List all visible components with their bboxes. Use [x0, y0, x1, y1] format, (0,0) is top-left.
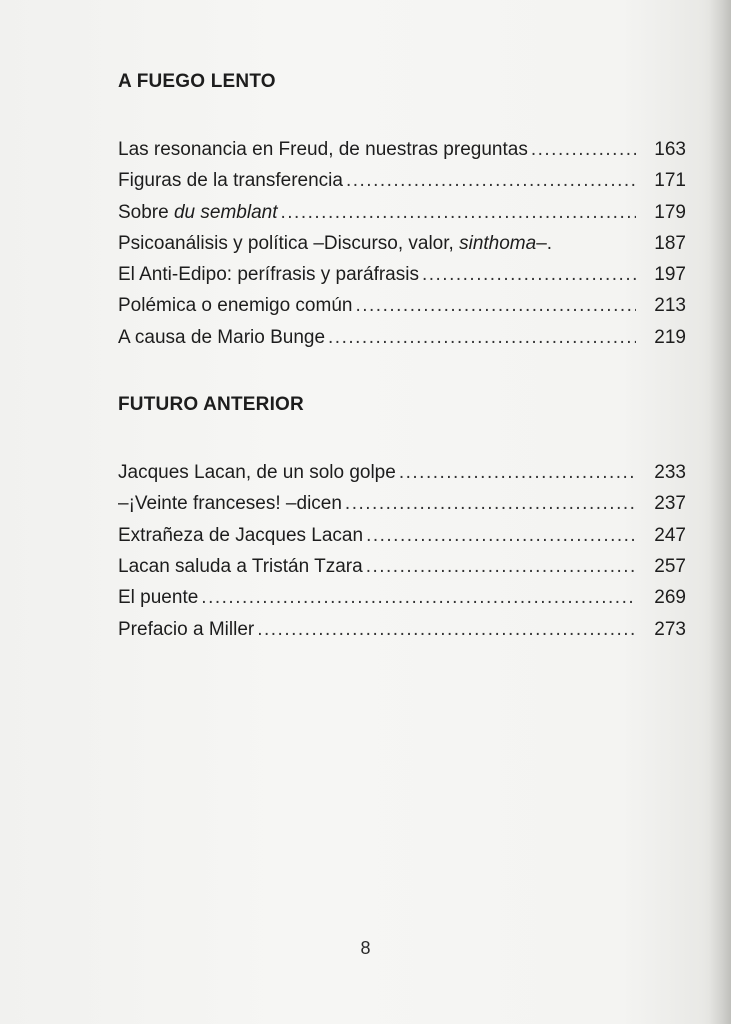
toc-entry-title-text: El puente — [118, 587, 199, 609]
section-title: FUTURO ANTERIOR — [118, 394, 304, 416]
toc-entry-title — [118, 520, 363, 551]
toc-entry — [118, 488, 686, 519]
toc-entry-title — [118, 134, 528, 165]
dot-leader — [201, 582, 636, 613]
toc-entry — [118, 457, 686, 488]
toc-entry-title-text: Psicoanálisis y política –Discurso, valor, — [118, 232, 460, 254]
toc-entry-title-suffix: –. — [536, 232, 553, 254]
toc-entry-title — [118, 322, 325, 353]
toc-entry — [118, 290, 686, 321]
toc-entry-title-text: Sobre — [118, 201, 174, 223]
toc-entry-title — [118, 582, 198, 613]
toc-entry — [118, 228, 686, 259]
toc-entry-title-text: Extrañeza de Jacques Lacan — [118, 524, 364, 546]
toc-entry-title-text: Figuras de la transferencia — [118, 170, 343, 192]
toc-entry-page-number: 269 — [654, 587, 686, 609]
dot-leader — [366, 551, 636, 582]
toc-entry-title-text: –¡Veinte franceses! –dicen — [118, 493, 342, 515]
toc-entry-page-number: 237 — [654, 493, 686, 515]
toc-entry — [118, 197, 686, 228]
dot-leader — [355, 290, 636, 321]
toc-entry-title — [118, 165, 343, 196]
toc-entry-page-number: 179 — [654, 201, 686, 223]
toc-entry-title — [118, 228, 552, 259]
toc-entry-title — [118, 551, 363, 582]
toc-entry-title-text: Prefacio a Miller — [118, 618, 255, 640]
toc-entry-page-number: 171 — [654, 170, 686, 192]
table-of-contents — [118, 68, 686, 645]
toc-entry — [118, 582, 686, 613]
toc-entry-title — [118, 197, 278, 228]
toc-entries — [118, 457, 686, 645]
toc-entry-title — [118, 614, 254, 645]
toc-entry-title-text: A causa de Mario Bunge — [118, 326, 326, 348]
dot-leader — [531, 134, 636, 165]
toc-entry-page-number: 163 — [654, 139, 686, 160]
dot-leader — [281, 197, 637, 228]
toc-entry-title — [118, 457, 396, 488]
toc-entry-title — [118, 259, 419, 290]
toc-entry — [118, 165, 686, 196]
toc-entry-page-number: 197 — [654, 264, 686, 286]
dot-leader — [346, 165, 636, 196]
toc-entry-title-text: Jacques Lacan, de un solo golpe — [118, 462, 396, 484]
toc-entry-page-number: 233 — [654, 462, 686, 484]
toc-entry-page-number: 219 — [654, 326, 686, 348]
dot-leader — [366, 520, 636, 551]
dot-leader — [399, 457, 636, 488]
toc-entry — [118, 134, 686, 165]
toc-entry-title-text: Las resonancia en Freud, de nuestras preguntas — [118, 139, 528, 160]
dot-leader — [345, 488, 636, 519]
dot-leader — [257, 614, 636, 645]
toc-entry — [118, 520, 686, 551]
toc-entry-title-italic: sinthoma — [459, 232, 537, 254]
toc-entries — [118, 134, 686, 353]
toc-entry-title-text: Lacan saluda a Tristán Tzara — [118, 555, 363, 577]
toc-entry — [118, 551, 686, 582]
toc-section-a-fuego-lento — [118, 68, 686, 353]
toc-entry-page-number: 273 — [654, 618, 686, 640]
toc-entry-title — [118, 488, 342, 519]
toc-entry-title-italic: du semblant — [173, 201, 278, 223]
toc-entry — [118, 259, 686, 290]
dot-leader — [422, 259, 636, 290]
toc-entry-title — [118, 290, 352, 321]
toc-entry-page-number: 187 — [654, 232, 686, 254]
toc-entry — [118, 322, 686, 353]
toc-entry-title-text: El Anti-Edipo: perífrasis y paráfrasis — [118, 264, 419, 286]
toc-entry-page-number: 257 — [654, 555, 686, 577]
page-gutter-shadow — [709, 0, 731, 1024]
toc-entry-title-text: Polémica o enemigo común — [118, 295, 353, 317]
toc-entry-page-number: 247 — [654, 524, 686, 546]
toc-section-futuro-anterior — [118, 391, 686, 645]
page-number: 8 — [360, 938, 371, 958]
toc-entry-page-number: 213 — [654, 295, 686, 317]
toc-entry — [118, 614, 686, 645]
section-title: A FUEGO LENTO — [118, 71, 276, 92]
dot-leader — [328, 322, 636, 353]
